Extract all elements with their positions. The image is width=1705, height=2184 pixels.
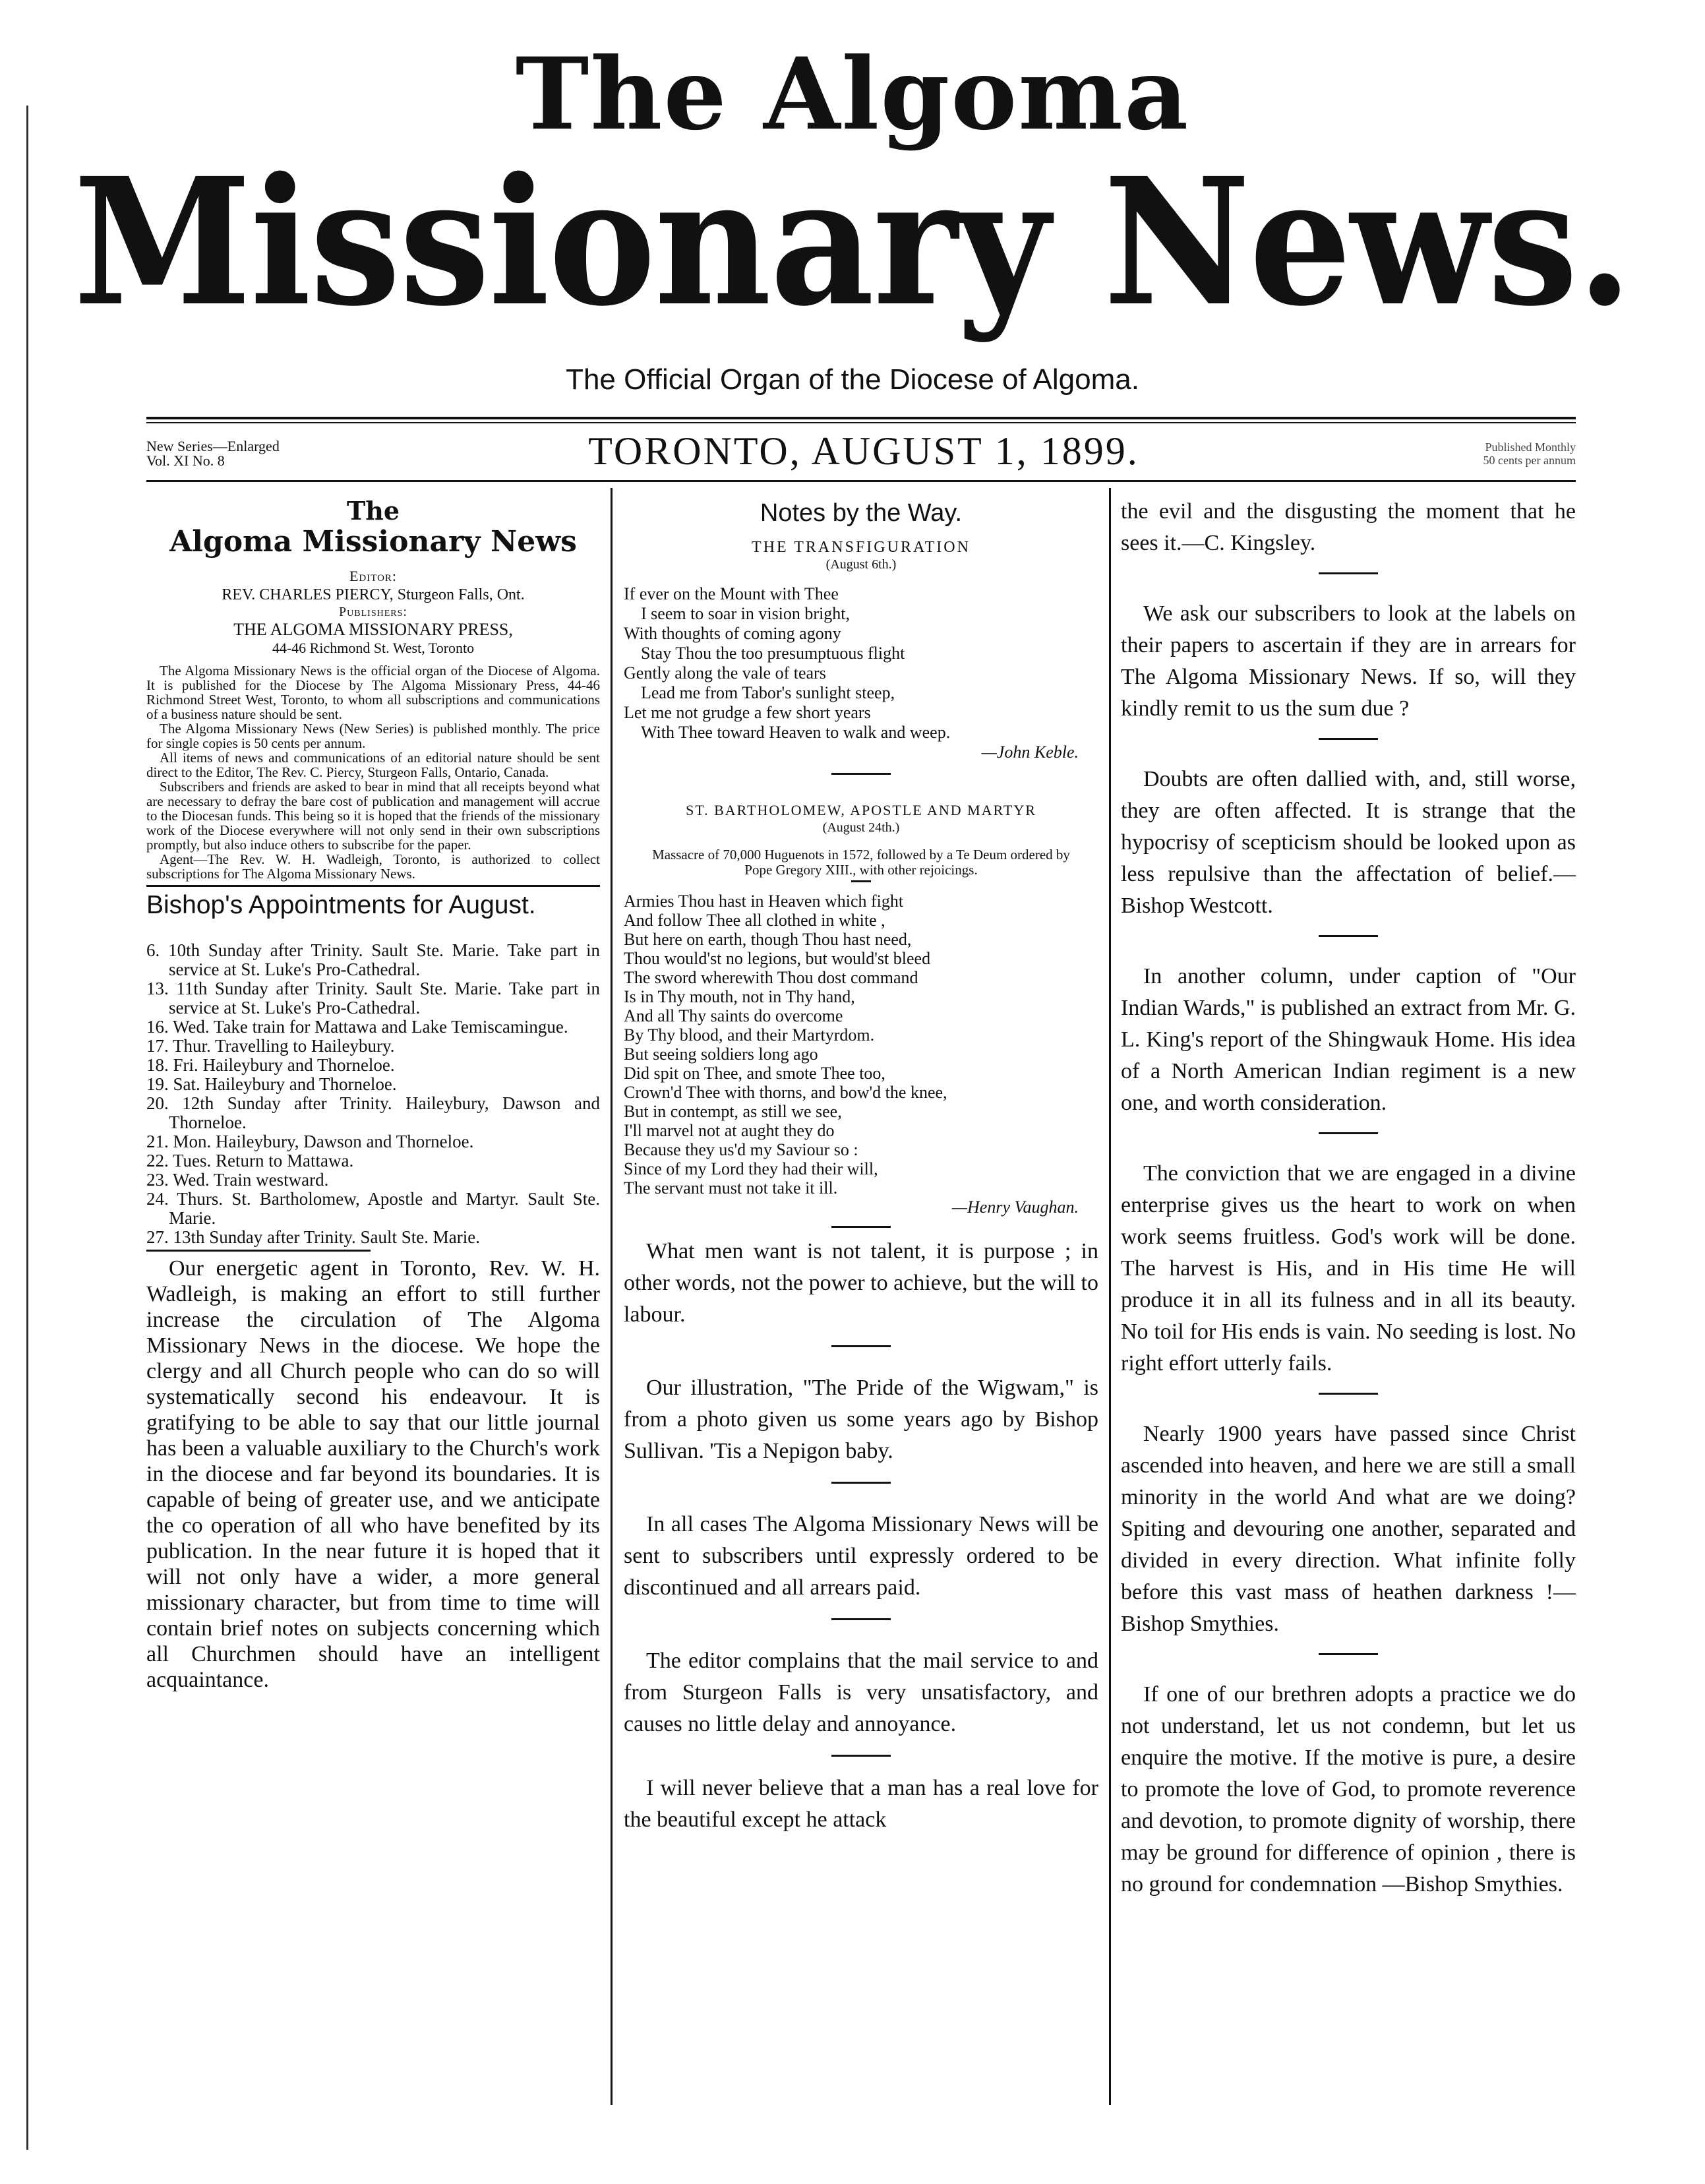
notice-price: The Algoma Missionary News (New Series) is published monthly. The price for single copies is 50 cents per annum. <box>146 721 600 751</box>
separator <box>831 1226 891 1228</box>
poem2-author: —Henry Vaughan. <box>951 1198 1079 1217</box>
poem2-line: But here on earth, though Thou hast need, <box>624 930 912 949</box>
publisher-address: 44-46 Richmond St. West, Toronto <box>272 640 475 656</box>
para-arrears: We ask our subscribers to look at the labels on their papers to ascertain if they are in arrears for The Algoma Missionary News. If so, will they kindly remit to us the sum due ? <box>1121 601 1576 721</box>
separator <box>1319 572 1378 574</box>
editor-name: REV. CHARLES PIERCY, Sturgeon Falls, Ont. <box>222 586 525 603</box>
poem2-line: By Thy blood, and their Martyrdom. <box>624 1025 875 1045</box>
separator <box>146 1250 371 1252</box>
separator <box>1319 1132 1378 1134</box>
poem2-line: Did spit on Thee, and smote Thee too, <box>624 1064 885 1083</box>
poem1-line: Let me not grudge a few short years <box>624 703 871 722</box>
separator <box>831 773 891 775</box>
column-rule-2 <box>1109 488 1111 2105</box>
appointment-item: 24. Thurs. St. Bartholomew, Apostle and Martyr. Sault Ste. Marie. <box>146 1189 600 1228</box>
poem2-title: ST. BARTHOLOMEW, APOSTLE AND MARTYR <box>686 802 1036 818</box>
poem2-line: Is in Thy mouth, not in Thy hand, <box>624 987 855 1006</box>
para-indian-wards: In another column, under caption of "Our Indian Wards," is published an extract from Mr. G. L. King's report of the Shingwauk Home. His idea of a North American Indian regiment is a new one, and worth consideration. <box>1121 964 1576 1115</box>
paper-name-line2: Algoma Missionary News <box>169 525 577 559</box>
editor-label: Editor: <box>349 568 398 584</box>
dateline-price-info <box>1358 440 1576 467</box>
paper-name-line1: The <box>346 496 400 526</box>
para-nearly-1900: Nearly 1900 years have passed since Christ ascended into heaven, and here we are still a small minority in the world And what are we doing? Spiting and devouring one another, separated and divided in every direction. What infinite folly before this vast mass of heathen darkness !—Bishop Smythies. <box>1121 1422 1576 1636</box>
dateline-rule-bottom <box>146 480 1576 482</box>
separator <box>1319 1393 1378 1395</box>
series-label: New Series—Enlarged <box>146 438 280 454</box>
para-doubts: Doubts are often dallied with, and, still worse, they are often affected. It is strange that the hypocrisy of scepticism should be looked upon as less repulsive than the affectation of belief.—Bishop Westcott. <box>1121 767 1576 918</box>
column-rule-1 <box>611 488 613 2105</box>
poem1-line: If ever on the Mount with Thee <box>624 584 839 603</box>
poem1-line: I seem to soar in vision bright, <box>641 604 851 623</box>
masthead-title-line1: The Algoma <box>515 36 1190 152</box>
agent-paragraph: Our energetic agent in Toronto, Rev. W. H. Wadleigh, is making an effort to still further increase the circulation of The Algoma Missionary News in the diocese. We hope the clergy and all Church people who can do so will systematically second his endeavour. It is gratifying to be able to say that our little journal has been a valuable auxiliary to the Church's work in the diocese and far beyond its boundaries. It is capable of being of greater use, and we anticipate the co operation of all who have benefited by its publication. In the near future it is hoped that it will not only have a wider, a more general missionary character, but from time to time will contain brief notes on subjects concerning which all Churchmen should have an intelligent acquaintance. <box>146 1256 600 1692</box>
poem1-date: (August 6th.) <box>825 557 897 572</box>
appointments-heading: Bishop's Appointments for August. <box>146 891 536 919</box>
appointment-item: 19. Sat. Haileybury and Thorneloe. <box>146 1074 397 1094</box>
publisher-name: THE ALGOMA MISSIONARY PRESS, <box>233 620 513 639</box>
separator <box>1319 738 1378 740</box>
poem2-line: And follow Thee all clothed in white , <box>624 911 885 930</box>
poem2-line: Crown'd Thee with thorns, and bow'd the knee, <box>624 1083 947 1102</box>
column-1 <box>146 492 600 1693</box>
notes-heading: Notes by the Way. <box>760 499 963 527</box>
poem2-line: But seeing soldiers long ago <box>624 1045 818 1064</box>
poem1-author: —John Keble. <box>981 743 1079 762</box>
poem2-line: Armies Thou hast in Heaven which fight <box>624 892 904 911</box>
column-2 <box>624 492 1098 1836</box>
notice-agent: Agent—The Rev. W. H. Wadleigh, Toronto, is authorized to collect subscriptions for The Algoma Missionary News. <box>146 851 600 882</box>
appointment-item: 6. 10th Sunday after Trinity. Sault Ste. Marie. Take part in service at St. Luke's Pro-Cathedral. <box>146 940 600 979</box>
poem2-line: Since of my Lord they had their will, <box>624 1159 878 1178</box>
separator <box>831 1618 891 1620</box>
poem2-line: And all Thy saints do overcome <box>624 1006 843 1025</box>
poem1-line: Lead me from Tabor's sunlight steep, <box>641 683 895 702</box>
separator <box>1319 1653 1378 1655</box>
poem2-note: Massacre of 70,000 Huguenots in 1572, followed by a Te Deum ordered by Pope Gregory XIII., with other rejoicings. <box>652 847 1070 878</box>
para-subscriptions: In all cases The Algoma Missionary News will be sent to subscribers until expressly ordered to be discontinued and all arrears paid. <box>624 1512 1098 1600</box>
poem2-line: Thou would'st no legions, but would'st bleed <box>624 949 931 968</box>
para-brethren: If one of our brethren adopts a practice we do not understand, let us not condemn, but let us enquire the motive. If the motive is pure, a desire to promote the love of God, to promote reverence and devotion, to promote dignity of worship, there may be ground for difference of opinion , there is no ground for condemnation —Bishop Smythies. <box>1121 1682 1576 1896</box>
poem2-line: I'll marvel not at aught they do <box>624 1121 835 1140</box>
separator <box>831 1345 891 1347</box>
dateline-volume-info <box>146 439 423 468</box>
appointment-item: 22. Tues. Return to Mattawa. <box>146 1151 354 1170</box>
poem2-line: But in contempt, as still we see, <box>624 1102 842 1121</box>
price-line-2: 50 cents per annum <box>1483 454 1576 467</box>
separator <box>1319 935 1378 937</box>
dateline-place-date: TORONTO, AUGUST 1, 1899. <box>588 429 1139 473</box>
separator <box>831 1482 891 1484</box>
para-mail-service: The editor complains that the mail service to and from Sturgeon Falls is very unsatisfactory, and causes no little delay and annoyance. <box>624 1649 1098 1736</box>
poem2-line: The sword wherewith Thou dost command <box>624 968 918 987</box>
notice-official-organ: The Algoma Missionary News is the official organ of the Diocese of Algoma. It is published for the Diocese by The Algoma Missionary Press, 44-46 Richmond Street West, Toronto, to whom all subscriptions and communications of a business nature should be sent. <box>146 663 600 722</box>
poem1-line: Stay Thou the too presumptuous flight <box>641 644 905 663</box>
notice-editorial: All items of news and communications of an editorial nature should be sent direct to the Editor, The Rev. C. Piercy, Sturgeon Falls, Ontario, Canada. <box>146 750 600 780</box>
volume-number: Vol. XI No. 8 <box>146 452 225 469</box>
separator <box>831 1755 891 1757</box>
margin-line <box>26 106 28 2150</box>
notice-subscribers: Subscribers and friends are asked to bear in mind that all receipts beyond what are necessary to defray the bare cost of publication and management will accrue to the Diocesan funds. This being so it is hoped that the friends of the missionary work of the Diocese everywhere will not only send in their own subscriptions promptly, but also induce others to subscribe for the paper. <box>146 779 600 853</box>
appointment-item: 21. Mon. Haileybury, Dawson and Thorneloe. <box>146 1132 474 1151</box>
poem2-line: The servant must not take it ill. <box>624 1178 838 1198</box>
dateline-rule-top <box>146 417 1576 419</box>
poem2-date: (August 24th.) <box>822 820 900 835</box>
appointment-item: 18. Fri. Haileybury and Thorneloe. <box>146 1055 395 1075</box>
para-conviction: The conviction that we are engaged in a divine enterprise gives us the heart to work on when work seems fruitless. God's work will be done. The harvest is His, and in His time He will produce it in all its fulness and in all its beauty. No toil for His ends is vain. No seeding is lost. No right effort utterly fails. <box>1121 1161 1576 1376</box>
appointment-item: 23. Wed. Train westward. <box>146 1170 329 1190</box>
appointment-item: 13. 11th Sunday after Trinity. Sault Ste. Marie. Take part in service at St. Luke's Pro-Cathedral. <box>146 979 600 1017</box>
dateline-rule-top-thin <box>146 422 1576 423</box>
poem1-line: With thoughts of coming agony <box>624 624 841 643</box>
para-talent: What men want is not talent, it is purpose ; in other words, not the power to achieve, but the will to labour. <box>624 1239 1098 1327</box>
para-beautiful: I will never believe that a man has a real love for the beautiful except he attack <box>624 1776 1098 1832</box>
column-3 <box>1121 492 1576 1900</box>
para-kingsley: the evil and the disgusting the moment that he sees it.—C. Kingsley. <box>1121 499 1576 555</box>
poem1-line: With Thee toward Heaven to walk and weep. <box>641 723 951 742</box>
poem1-line: Gently along the vale of tears <box>624 663 826 682</box>
appointment-item: 27. 13th Sunday after Trinity. Sault Ste. Marie. <box>146 1227 480 1247</box>
masthead-title-line2: Missionary News. <box>73 140 1632 345</box>
separator <box>851 880 871 882</box>
poem1-title: THE TRANSFIGURATION <box>752 539 971 556</box>
masthead-subtitle: The Official Organ of the Diocese of Algoma. <box>566 363 1139 396</box>
appointment-item: 20. 12th Sunday after Trinity. Haileybury, Dawson and Thorneloe. <box>146 1093 600 1132</box>
appointment-item: 17. Thur. Travelling to Haileybury. <box>146 1036 395 1056</box>
separator <box>146 885 600 887</box>
poem2-line: Because they us'd my Saviour so : <box>624 1140 858 1159</box>
price-line-1: Published Monthly <box>1485 440 1576 454</box>
publishers-label: Publishers: <box>339 605 407 619</box>
appointment-item: 16. Wed. Take train for Mattawa and Lake Temiscamingue. <box>146 1017 568 1037</box>
para-illustration: Our illustration, "The Pride of the Wigwam," is from a photo given us some years ago by Bishop Sullivan. 'Tis a Nepigon baby. <box>624 1376 1098 1463</box>
